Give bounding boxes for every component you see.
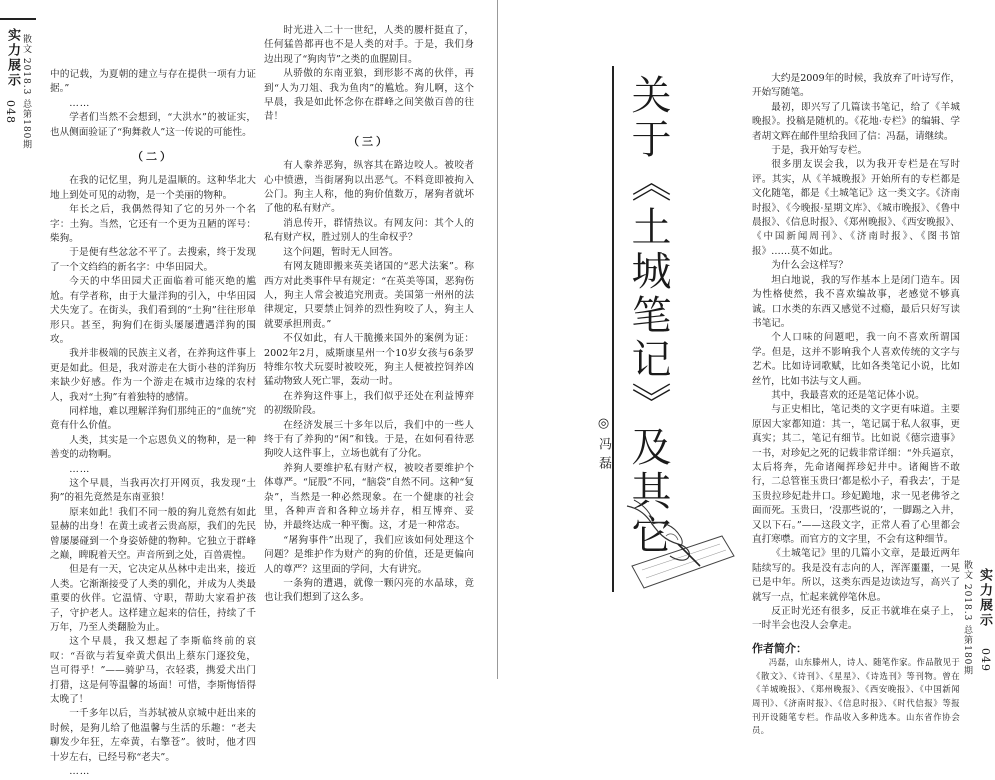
paragraph: 为什么会这样写？ [771,260,848,272]
paragraph: 消息传开，群情热议。有网友问：其个人的私有财产权，胜过别人的生命权乎？ [264,217,474,244]
paragraph: 大约是2009年的时候，我放弃了叶诗写作，开始写随笔。 [752,73,960,99]
bio-heading: 作者简介： [752,641,807,655]
paragraph: “屠狗事件”出现了，我们应该如何处理这个问题？是维护作为财产的狗的价值，还是更偏向人的尊严？这里面的学问，大有讲究。 [264,534,474,575]
writing-hand-illustration [622,496,740,606]
paragraph: 很多朋友误会我，以为我开专栏是在写时评。其实，从《羊城晚报》开始所有的专栏都是文化随笔，都是《土城笔记》这一类文字。《济南时报》、《今晚报·星期文库》、《城市晚报》、《鲁中晨报》、《信息时报》、《郑州晚报》、《西安晚报》、《中国新闻周刊》、《济南时报》、《图书馆报》……莫不如此。 [752,159,960,257]
paragraph: 与正史相比，笔记类的文字更有味道。主要原因大家都知道：其一，笔记属于私人叙事，更真实；其二，笔记有细节。比如说《德宗遗事》一书，对珍妃之死的记载非常详细：“外兵逼京，太后将奔，先命诸阉挥珍妃井中。诸阉皆不敢行，二总管崔玉贵曰‘都是松小子，看我去’，于是玉贵拉珍妃赴井口。珍妃跪地，求一见老佛爷之面而死。玉贵曰，‘没那些说的’，一脚踢之入井，又以下石。”——这段文字，正常人看了心里都会直打寒噤。而官方的文字里，不会有这种细节。 [752,404,960,545]
paragraph: 原来如此！我们不同一般的狗儿竟然有如此显赫的出身！在黄土或者云贵高原，我们的先民曾屡屡碰到一个身姿娇健的物种。它独立于群峰之巅，睥睨着天空。声音所到之处，百兽震惶。 [50,506,256,561]
left-column-2 [264,24,474,606]
author-bio: 冯磊，山东滕州人，诗人、随笔作家。作品散见于《散文》、《诗刊》、《星星》、《诗选刊》等刊物。曾在《羊城晚报》、《郑州晚报》、《西安晚报》、《中国新闻周刊》、《济南时报》、《信息时报》、《时代信报》等报刊开设随笔专栏。作品收入多种选本。山东省作协会员。 [752,657,960,736]
left-page [0,0,497,778]
paragraph: 时光进入二十一世纪，人类的腰杆挺直了，任何猛兽都再也不是人类的对手。于是，我们身边出现了“狗肉节”之类的血腥剧目。 [264,25,474,65]
paragraph: …… [69,97,91,109]
paragraph: 这个问题，暂时无人回答。 [283,246,399,258]
paragraph: 坦白地说，我的写作基本上是闭门造车。因为性格使然，我不喜欢编故事，老感觉不够真诚。口水类的东西又感觉不过瘾，最后只好写读书笔记。 [752,274,960,329]
page-number: 048 [4,100,17,124]
paragraph: 年长之后，我偶然得知了它的另外一个名字：土狗。当然，它还有一个更为丑陋的诨号：柴狗。 [50,204,256,245]
paragraph: 这个早晨，当我再次打开网页，我发现“土狗”的祖先竟然是东南亚狼！ [50,477,256,504]
paragraph: 学者们当然不会想到，“大洪水”的被证实，也从侧面验证了“狗舞救人”这一传说的可能性。 [50,112,256,138]
paragraph: 于是，我开始写专栏。 [771,145,868,157]
paragraph: 反正时光还有很多，反正书就堆在桌子上，一时半会也没人会拿走。 [752,606,960,632]
paragraph: 我并非极端的民族主义者，在养狗这件事上更是如此。但是，我对游走在大街小巷的洋狗历来缺少好感。作为一个游走在城市边缘的农村人，我对“土狗”有着独特的感情。 [50,348,256,403]
paragraph: 有网友随即搬来英美诸国的“恶犬法案”。称西方对此类事件早有规定：“在英美等国，恶狗伤人，狗主人常会被追究刑责。美国第一州州的法律规定，只要禁止饲养的烈性狗咬了人，狗主人就要承担刑责。” [264,261,474,330]
issue-label: 散文 2018.3 总第180期 [21,34,31,150]
paragraph: 养狗人要维护私有财产权，被咬者要维护个体尊严。“屁股”不同，“脑袋”自然不同。这种“复杂”，当然是一种必然现象。在一个健康的社会里，各种声音和各种立场并存，相互博弈、妥协，并最终达成一种平衡。这，才是一种常态。 [264,462,474,532]
paragraph: 不仅如此，有人干脆搬来国外的案例为证：2002年2月，威斯康星州一个10岁女孩与6条罗特维尔牧犬玩耍时被咬死，狗主人便被控饲养凶猛动物致人死亡罪，轰动一时。 [264,333,474,388]
paragraph: 人类，其实是一个忘恩负义的物种，是一种善变的动物啊。 [50,434,256,461]
paragraph: 同样地，难以理解洋狗们那纯正的“血统”究竟有什么价值。 [50,405,256,432]
paragraph: 在我的记忆里，狗儿是温顺的。这种华北大地上到处可见的动物，是一个美丽的物种。 [50,175,256,201]
paragraph: 有人豢养恶狗，纵容其在路边咬人。被咬者心中愤懑，当街屠狗以出恶气。不料竟即被拘入公门。狗主人称，他的狗价值数万，屠狗者就坏了他的私有财产。 [264,160,474,215]
left-column-1 [50,68,256,780]
section-heading: （二） [132,150,174,164]
right-column-1 [752,72,960,738]
paragraph: 于是便有些忿忿不平了。去搜索，终于发现了一个文绉绉的新名字：中华田园犬。 [50,247,256,273]
paragraph: 今天的中华田园犬正面临着可能灭绝的尴尬。有学者称，由于大量洋狗的引入，中华田园犬失宠了。在街头，我们看到的“土狗”往往形单形只。甚至，狗狗们在街头屡屡遭遇洋狗的围攻。 [50,276,256,345]
paragraph: 其中，我最喜欢的还是笔记体小说。 [771,389,925,401]
author-name: ◎冯磊 [596,416,611,475]
section-label-right: 实力展示 [977,568,992,628]
paragraph: …… [69,463,91,475]
paragraph: 一千多年以后，当苏轼被从京城中赶出来的时候，是狗儿给了他温馨与生活的乐趣：“老夫聊发少年狂，左牵黄，右擎苍”。彼时，他才四十岁左右，已经号称“老夫”。 [50,708,256,763]
section-label: 实力展示 [5,28,20,88]
left-side-tab [0,18,36,670]
paragraph: 在养狗这件事上，我们似乎还处在利益博弈的初级阶段。 [264,390,474,417]
paragraph: 从骄傲的东南亚狼，到形影不离的伙伴，再到“人为刀俎、我为鱼肉”的尴尬。狗儿啊，这个早晨，我是如此怀念你在群峰之间笑傲百兽的往昔！ [264,68,474,123]
paragraph: 这个早晨，我又想起了李斯临终前的哀叹：“吾欲与若复牵黄犬俱出上蔡东门逐狡兔，岂可得乎！”——骑驴马，衣轻裘，携爱犬出门打猎，这是何等温馨的场面！可惜，李斯悔悟得太晚了！ [50,636,256,706]
right-side-tab [959,560,995,676]
article-title: 关于《土城笔记》及其它 [625,74,671,558]
paragraph: 个人口味的问题吧，我一向不喜欢所谓国学。但是，这并不影响我个人喜欢传统的文字与艺术。比如诗词歌赋，比如各类笔记小说，比如丝竹，比如书法与文人画。 [752,332,960,387]
issue-label-right: 散文 2018.3 总第180期 [962,560,972,676]
paragraph: 一条狗的遭遇，就像一颗闪亮的水晶球，竟也让我们想到了这么多。 [264,578,474,604]
section-heading: （三） [348,134,390,148]
paragraph: …… [69,766,91,778]
paragraph: 但是有一天，它决定从丛林中走出来，接近人类。它渐渐接受了人类的驯化，并成为人类最重要的伙伴。它温情、守职，帮助大家看护孩子，守护老人。这样建立起来的信任，持续了千万年，乃至人类翻脸为止。 [50,564,256,634]
paragraph: 最初，即兴写了几篇读书笔记，给了《羊城晚报》。投稿是随机的。《花地·专栏》的编辑、学者胡文辉在邮件里给我回了信：冯磊，请继续。 [752,101,960,142]
paragraph: 中的记载，为夏朝的建立与存在提供一项有力证据。” [50,69,256,95]
title-rule [612,66,614,592]
right-page [497,0,995,736]
paragraph: 《土城笔记》里的几篇小文章，是最近两年陆续写的。我是没有志向的人，浑浑噩噩，一晃已是中年。所以，这类东西是边读边写，高兴了就写一点，忙起来就停笔休息。 [752,548,960,603]
paragraph: 在经济发展三十多年以后，我们中的一些人终于有了养狗的“闲”和钱。于是，在如何看待恶狗咬人这件事上，立场也就有了分化。 [264,419,474,460]
page-number-right: 049 [979,648,992,672]
